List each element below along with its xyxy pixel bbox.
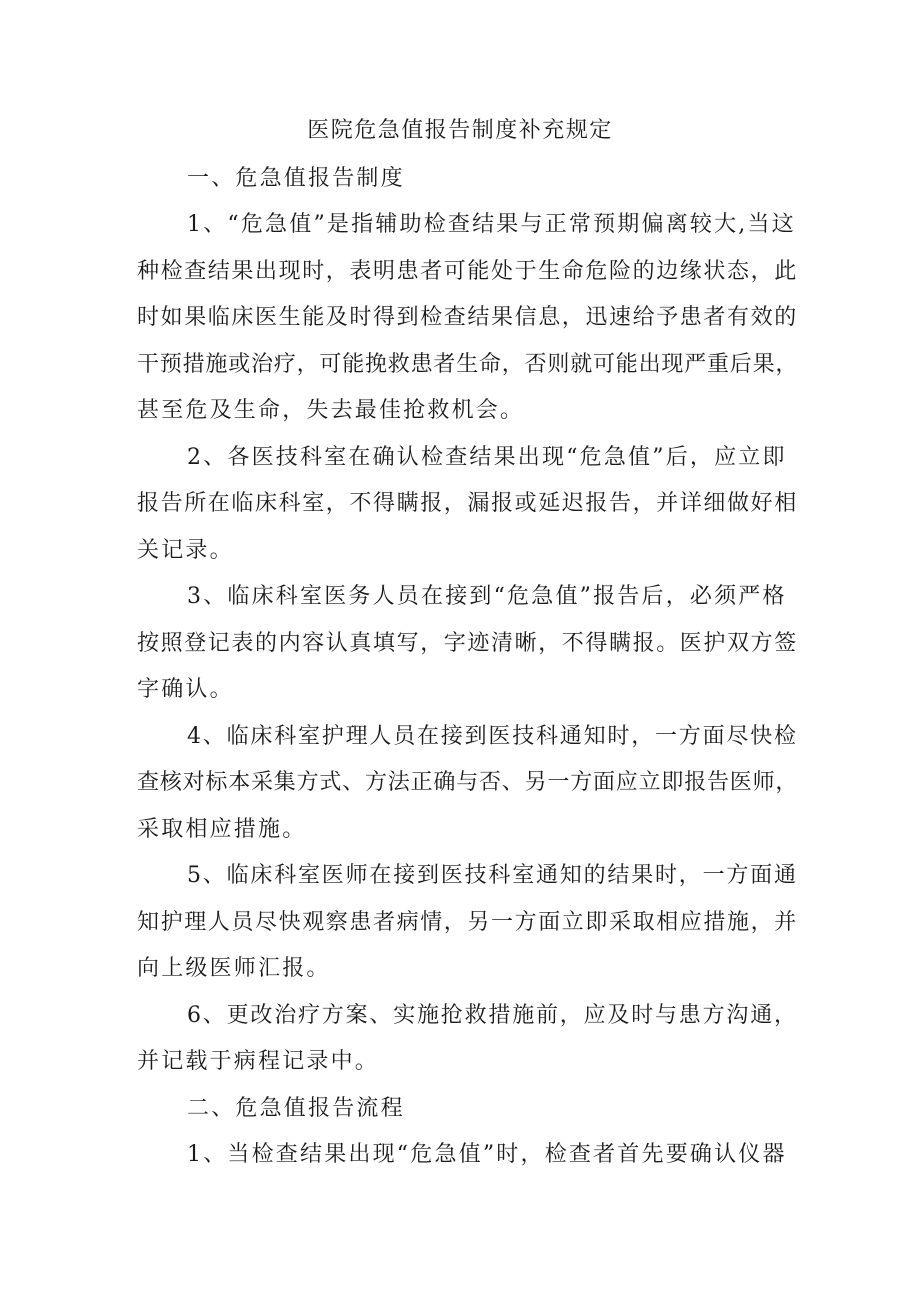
item6-line-1: 6、更改治疗方案、实施抢救措施前，应及时与患方沟通，	[187, 1003, 798, 1028]
item2-line-3: 关记录。	[137, 538, 234, 563]
item1-line-3: 时如果临床医生能及时得到检查结果信息，迅速给予患者有效的	[137, 305, 798, 330]
section-heading-1: 一、危急值报告制度	[187, 166, 405, 191]
item1-line-1: 1、“危急值”是指辅助检查结果与正常预期偏离较大,当这	[187, 212, 796, 237]
flow1-line-1: 1、当检查结果出现“危急值”时，检查者首先要确认仪器	[187, 1142, 787, 1167]
section-heading-2: 二、危急值报告流程	[187, 1096, 405, 1121]
item1-line-5: 甚至危及生命，失去最佳抢救机会。	[137, 398, 525, 423]
item5-line-3: 向上级医师汇报。	[137, 956, 331, 981]
item3-line-2: 按照登记表的内容认真填写，字迹清晰，不得瞒报。医护双方签	[137, 631, 798, 656]
item1-line-2: 种检查结果出现时，表明患者可能处于生命危险的边缘状态，此	[137, 259, 798, 284]
item4-line-1: 4、临床科室护理人员在接到医技科通知时，一方面尽快检	[187, 724, 798, 749]
item5-line-1: 5、临床科室医师在接到医技科室通知的结果时，一方面通	[187, 863, 798, 888]
item4-line-3: 采取相应措施。	[137, 817, 307, 842]
item4-line-2: 查核对标本采集方式、方法正确与否、另一方面应立即报告医师，	[137, 770, 799, 795]
item2-line-2: 报告所在临床科室，不得瞒报，漏报或延迟报告，并详细做好相	[137, 491, 798, 516]
item3-line-3: 字确认。	[137, 677, 234, 702]
item1-line-4: 干预措施或治疗，可能挽救患者生命，否则就可能出现严重后果，	[137, 352, 799, 377]
item2-line-1: 2、各医技科室在确认检查结果出现“危急值”后，应立即	[187, 445, 787, 470]
item6-line-2: 并记载于病程记录中。	[137, 1049, 380, 1074]
document-title: 医院危急值报告制度补充规定	[307, 118, 613, 143]
item5-line-2: 知护理人员尽快观察患者病情，另一方面立即采取相应措施，并	[137, 910, 798, 935]
item3-line-1: 3、临床科室医务人员在接到“危急值”报告后，必须严格	[187, 584, 787, 609]
